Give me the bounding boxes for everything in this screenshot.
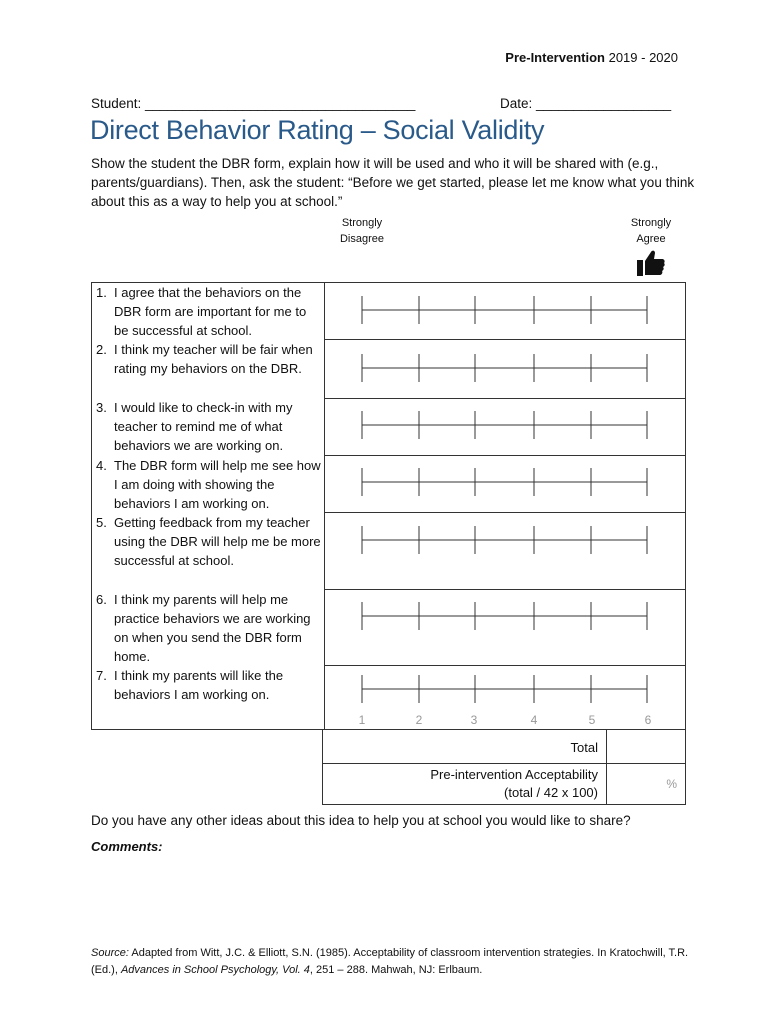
item-number: 1. <box>96 285 107 300</box>
total-row <box>323 729 685 763</box>
scale-label-3: 3 <box>470 713 478 727</box>
source-label: Source: <box>91 947 129 959</box>
item-text: Getting feedback from my teacher using the DBR will help me be more successful at school. <box>114 515 321 568</box>
thumbs-up-icon <box>636 249 666 277</box>
item-text: I think my teacher will be fair when rating my behaviors on the DBR. <box>114 342 313 376</box>
anchor-left-line1: Strongly <box>341 217 383 229</box>
rating-scale-item-1[interactable] <box>362 296 647 324</box>
source-text-2: , 251 – 288. Mahwah, NJ: Erlbaum. <box>309 964 483 976</box>
item-number: 3. <box>96 400 107 415</box>
rating-scale-item-6[interactable] <box>362 602 647 630</box>
date-field[interactable]: Date: __________________ <box>500 96 672 111</box>
total-value-cell[interactable] <box>607 729 685 763</box>
comments-label: Comments: <box>91 839 163 854</box>
anchor-right-line1: Strongly <box>630 217 672 229</box>
rating-scale-item-2[interactable] <box>362 354 647 382</box>
item-number: 7. <box>96 668 107 683</box>
scale-label-6: 6 <box>644 713 652 727</box>
rating-scale-item-7[interactable] <box>362 675 647 703</box>
school-year: 2019 - 2020 <box>608 50 678 65</box>
items-list <box>96 283 322 706</box>
item-1 <box>96 283 322 340</box>
acceptability-line2: (total / 42 x 100) <box>504 785 598 800</box>
anchor-right-line2: Agree <box>636 233 666 245</box>
acceptability-row <box>323 763 685 804</box>
item-6 <box>96 590 322 666</box>
acceptability-line1: Pre-intervention Acceptability <box>430 767 598 782</box>
anchor-left-line2: Disagree <box>339 233 385 245</box>
item-text: I would like to check-in with my teacher to remind me of what behaviors we are working on. <box>114 400 293 453</box>
item-7 <box>96 666 322 706</box>
item-4 <box>96 456 322 513</box>
anchor-strongly-disagree <box>332 215 392 247</box>
scale-label-4: 4 <box>530 713 538 727</box>
acceptability-label <box>323 764 607 804</box>
rating-scale-item-4[interactable] <box>362 468 647 496</box>
item-number: 2. <box>96 342 107 357</box>
scale-label-5: 5 <box>588 713 596 727</box>
source-citation <box>91 945 691 979</box>
item-2 <box>96 340 322 398</box>
item-3 <box>96 398 322 456</box>
item-5 <box>96 513 322 590</box>
scale-label-1: 1 <box>358 713 366 727</box>
page-title: Direct Behavior Rating – Social Validity <box>90 115 545 145</box>
percent-symbol: % <box>666 777 677 791</box>
total-label: Total <box>323 729 607 763</box>
item-number: 6. <box>96 592 107 607</box>
intervention-phase <box>505 50 678 65</box>
scale-label-2: 2 <box>415 713 423 727</box>
rating-scales <box>324 282 686 728</box>
rating-scale-item-3[interactable] <box>362 411 647 439</box>
source-book-title: Advances in School Psychology, Vol. 4 <box>120 964 310 976</box>
item-text: I think my parents will like the behaviors I am working on. <box>114 668 284 702</box>
acceptability-value-cell[interactable] <box>607 764 685 804</box>
phase-label: Pre-Intervention <box>505 50 605 65</box>
item-number: 5. <box>96 515 107 530</box>
item-number: 4. <box>96 458 107 473</box>
source-text-1: Adapted from Witt, J.C. & Elliott, S.N. (1985). Acceptability of classroom intervention strategies. In Kratochwill, T.R. (Ed.), <box>91 947 689 976</box>
item-text: I agree that the behaviors on the DBR form are important for me to be successful at school. <box>114 285 307 338</box>
item-text: I think my parents will help me practice behaviors we are working on when you send the DBR form home. <box>114 592 311 664</box>
item-text: The DBR form will help me see how I am doing with showing the behaviors I am working on. <box>114 458 321 511</box>
intro-instructions: Show the student the DBR form, explain how it will be used and who it will be shared with (e.g., parents/guardians). Then, ask the student: “Before we get started, please let me know what you think about this as a way to help you at school.” <box>91 156 695 209</box>
followup-question: Do you have any other ideas about this idea to help you at school you would like to share? <box>91 813 631 828</box>
totals-table <box>322 729 686 805</box>
rating-scale-item-5[interactable] <box>362 526 647 554</box>
anchor-strongly-agree <box>622 215 680 247</box>
student-field[interactable]: Student: ____________________________________ <box>91 96 416 111</box>
